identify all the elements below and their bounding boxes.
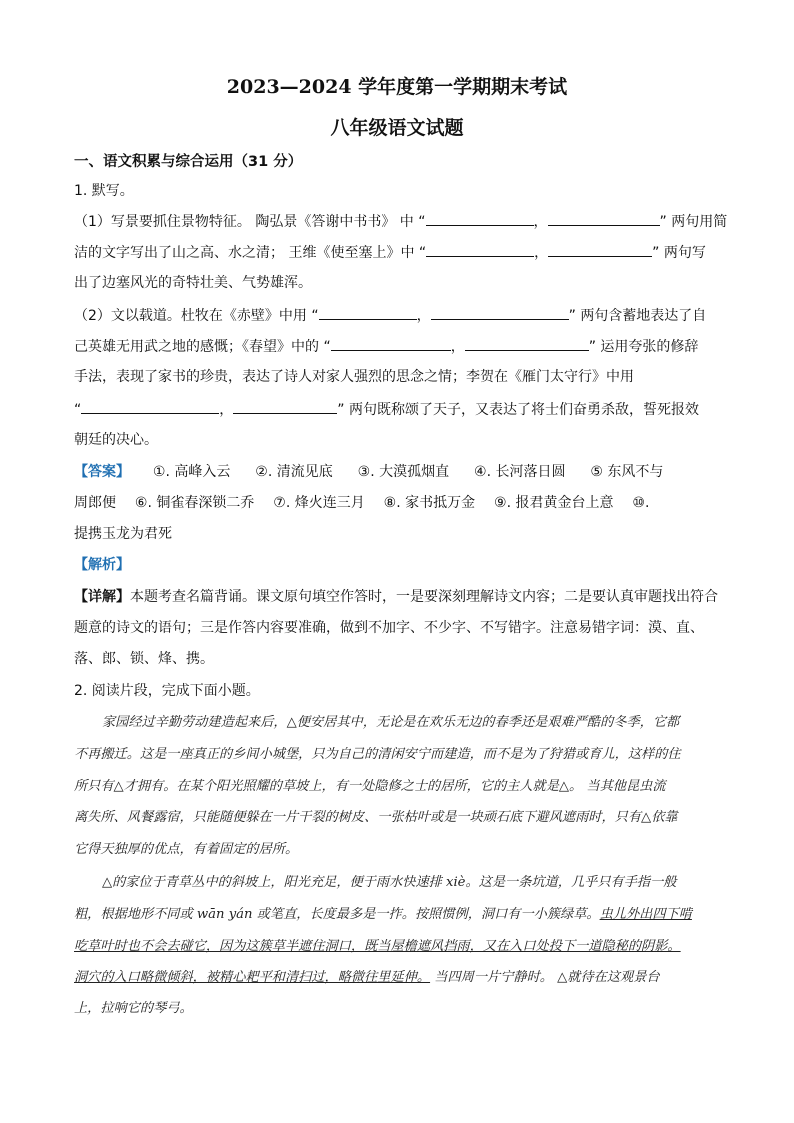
passage-line: 上，拉响它的琴弓。 — [74, 1001, 193, 1016]
q1-part1-line3: 出了边塞风光的奇特壮美、气势雄浑。 — [74, 275, 312, 291]
text: 本题考查名篇背诵。课文原句填空作答时，一是要深刻理解诗文内容；二是要认真审题找出符合 — [130, 589, 718, 605]
q1-part1-line1 — [74, 211, 727, 232]
q1-part2-line2 — [74, 336, 698, 357]
underlined-sentence: 吃草叶时也不会去碰它，因为这簇草半遮住洞口，既当屋檐遮风挡雨，又在入口处投下一道隐秘的阴影。 — [74, 939, 681, 954]
text: 己英雄无用武之地的感慨；《春望》中的 “ — [74, 339, 331, 355]
answer-num: ④. — [474, 464, 492, 480]
fill-blank[interactable] — [233, 399, 337, 414]
answer-text: 长河落日圆 — [495, 464, 566, 480]
answer-tag: 【答案】 — [74, 464, 130, 480]
q1-part2-line4 — [74, 399, 699, 420]
analysis-tag — [74, 555, 130, 575]
answer-text: 清流见底 — [276, 464, 333, 480]
fill-blank[interactable] — [548, 242, 652, 257]
answer-text: 东风不与 — [607, 464, 664, 480]
answer-line2 — [74, 493, 649, 513]
fill-blank[interactable] — [548, 211, 660, 226]
answer-num: ⑦. — [273, 495, 291, 511]
text: ， — [450, 339, 465, 355]
question-1-stem: 1. 默写。 — [74, 183, 134, 199]
underlined-sentence: 洞穴的入口略微倾斜，被精心耙平和清扫过，略微往里延伸。 — [74, 970, 431, 985]
passage-line: 不再搬迁。这是一座真正的乡间小城堡，只为自己的清闲安宁而建造，而不是为了狩猎或育儿，这样的住 — [74, 747, 681, 762]
text: “ — [74, 402, 82, 418]
answer-num: ⑥. — [134, 495, 152, 511]
text: 粗，根据地形不同或 wān yán 或笔直，长度最多是一拃。按照惯例，洞口有一小簇绿草。 — [74, 907, 600, 922]
answer-num: ①. — [152, 464, 170, 480]
answer-num: ⑧. — [383, 495, 401, 511]
answer-text: 家书抵万金 — [405, 495, 476, 511]
answer-num: ③. — [357, 464, 375, 480]
text: ” 两句用简 — [659, 214, 728, 230]
analysis-line2: 题意的诗文的语句；三是作答内容要准确，做到不加字、不少字、不写错字。注意易错字词：漠、直、 — [74, 620, 704, 636]
question-2-stem: 2. 阅读片段，完成下面小题。 — [74, 683, 260, 699]
q1-part2-line5: 朝廷的决心。 — [74, 432, 158, 448]
passage-line: △的家位于青草丛中的斜坡上，阳光充足，便于雨水快速排 xiè。这是一条坑道，几乎只有手指一般 — [102, 875, 677, 890]
passage-line — [74, 905, 692, 925]
passage-line: 所只有△才拥有。在某个阳光照耀的草坡上，有一处隐修之士的居所，它的主人就是△。 当其他昆虫流 — [74, 779, 666, 794]
detail-tag: 【详解】 — [74, 589, 130, 605]
answer-num: ⑩. — [632, 495, 650, 511]
fill-blank[interactable] — [465, 336, 589, 351]
text: ” 两句含蓄地表达了自 — [568, 308, 707, 324]
text: ” 两句既称颂了天子，又表达了将士们奋勇杀敌，誓死报效 — [337, 402, 699, 418]
analysis-line3: 落、郎、锁、烽、携。 — [74, 651, 214, 667]
passage-line: 家园经过辛勤劳动建造起来后，△便安居其中，无论是在欢乐无边的春季还是艰难严酷的冬季，它都 — [102, 715, 680, 730]
text: ， — [416, 308, 431, 324]
answer-line3: 提携玉龙为君死 — [74, 526, 172, 542]
text: ， — [534, 245, 549, 261]
answer-text: 周郎便 — [74, 495, 116, 511]
q1-part2-line3: 手法，表现了家书的珍贵，表达了诗人对家人强烈的思念之情；李贺在《雁门太守行》中用 — [74, 369, 634, 385]
passage-line: 离失所、风餐露宿，只能随便躲在一片干裂的树皮、一张枯叶或是一块顽石底下避风遮雨时，只有△依靠 — [74, 810, 678, 825]
underlined-sentence: 虫儿外出四下啃 — [599, 907, 692, 922]
passage-line — [74, 968, 660, 988]
answer-text: 大漠孤烟直 — [379, 464, 450, 480]
text: ” 两句写 — [652, 245, 706, 261]
fill-blank[interactable] — [426, 242, 534, 257]
section-heading: 一、语文积累与综合运用（31 分） — [74, 154, 303, 170]
fill-blank[interactable] — [81, 399, 219, 414]
answer-num: ⑤ — [590, 464, 603, 480]
fill-blank[interactable] — [426, 211, 534, 226]
fill-blank[interactable] — [331, 336, 451, 351]
q1-part1-line2 — [74, 242, 706, 263]
analysis-label: 【解析】 — [74, 557, 130, 573]
answer-text: 报君黄金台上意 — [515, 495, 614, 511]
text: ， — [219, 402, 234, 418]
answer-text: 高峰入云 — [174, 464, 231, 480]
answer-line1 — [74, 462, 663, 482]
exam-title: 2023—2024 学年度第一学期期末考试 — [226, 76, 568, 98]
fill-blank[interactable] — [431, 305, 569, 320]
answer-num: ⑨. — [494, 495, 512, 511]
text: ， — [533, 214, 548, 230]
analysis-line1 — [74, 587, 718, 607]
passage-line: 它得天独厚的优点，有着固定的居所。 — [74, 842, 299, 857]
text: （2）文以载道。杜牧在《赤壁》中用 “ — [74, 308, 319, 324]
text: 洁的文字写出了山之高、水之清； 王维《使至塞上》中 “ — [74, 245, 427, 261]
text: ” 运用夸张的修辞 — [588, 339, 699, 355]
answer-num: ②. — [255, 464, 273, 480]
fill-blank[interactable] — [319, 305, 417, 320]
text: 当四周一片宁静时。 △就待在这观景台 — [430, 970, 660, 985]
answer-text: 铜雀春深锁二乔 — [156, 495, 255, 511]
q1-part2-line1 — [74, 305, 706, 326]
answer-text: 烽火连三月 — [294, 495, 365, 511]
text: （1）写景要抓住景物特征。 陶弘景《答谢中书书》 中 “ — [74, 214, 426, 230]
exam-subtitle: 八年级语文试题 — [330, 117, 464, 139]
